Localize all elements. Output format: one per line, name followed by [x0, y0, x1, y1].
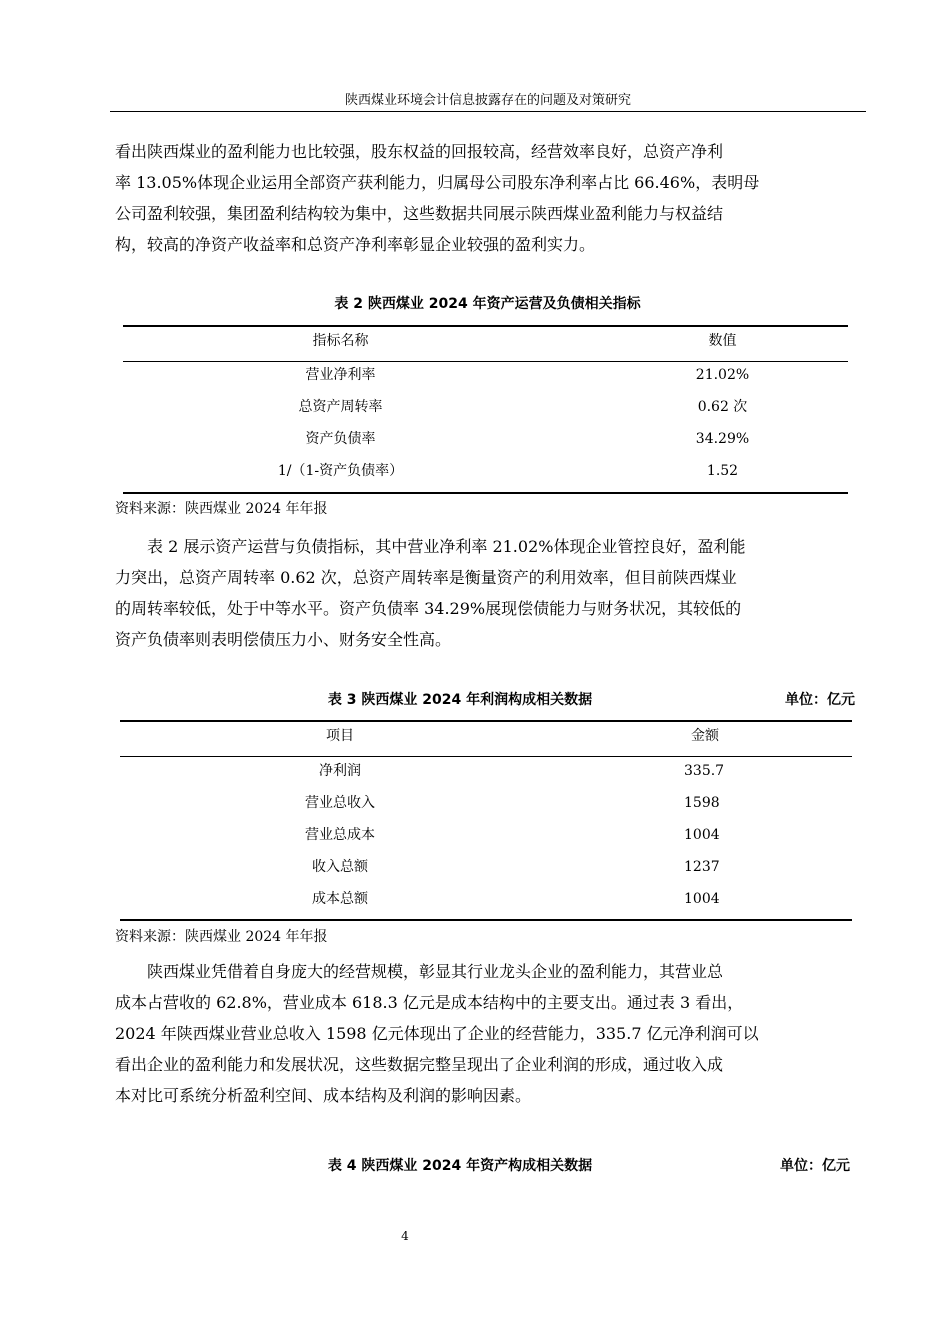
table3-source: 资料来源：陕西煤业 2024 年年报	[115, 929, 328, 945]
table2-bottom-rule	[123, 492, 848, 494]
table2-header-value: 数值	[708, 333, 737, 349]
table2-row-value: 34.29%	[695, 431, 750, 447]
table2-row-name: 总资产周转率	[298, 399, 383, 415]
table2-row-name: 1/（1-资产负债率）	[277, 463, 404, 479]
paragraph-line: 力突出，总资产周转率 0.62 次，总资产周转率是衡量资产的利用效率，但目前陕西煤业	[115, 568, 737, 587]
table2-source: 资料来源：陕西煤业 2024 年年报	[115, 501, 328, 517]
table3-row-item: 营业总收入	[305, 795, 375, 811]
table2-row-name: 资产负债率	[305, 431, 376, 447]
table3-row-amount: 1004	[684, 891, 720, 907]
table3-row-amount: 335.7	[684, 763, 725, 779]
table2-row-value: 21.02%	[695, 367, 750, 383]
table2-top-rule	[123, 325, 848, 327]
paragraph-line: 的周转率较低，处于中等水平。资产负债率 34.29%展现偿债能力与财务状况，其较低的	[115, 599, 742, 618]
paragraph-3	[115, 956, 860, 1111]
table2-caption: 表 2 陕西煤业 2024 年资产运营及负债相关指标	[334, 296, 641, 312]
table3-row-item: 成本总额	[312, 891, 368, 907]
table3-row-item: 营业总成本	[305, 827, 375, 843]
paragraph-2	[115, 531, 860, 655]
paragraph-line: 看出陕西煤业的盈利能力也比较强，股东权益的回报较高，经营效率良好，总资产净利	[115, 142, 724, 161]
table3-header-amount: 金额	[691, 728, 719, 744]
header-rule	[110, 111, 866, 112]
table2-header-rule	[123, 361, 848, 362]
paragraph-line: 2024 年陕西煤业营业总收入 1598 亿元体现出了企业的经营能力，335.7 亿元净利润可以	[115, 1024, 759, 1043]
table3-caption: 表 3 陕西煤业 2024 年利润构成相关数据	[327, 692, 593, 708]
table2-row-value: 0.62 次	[697, 399, 748, 415]
paragraph-line: 率 13.05%体现企业运用全部资产获利能力，归属母公司股东净利率占比 66.46%，表明母	[115, 173, 760, 192]
table3-row-amount: 1598	[684, 795, 720, 811]
table3-row-amount: 1237	[684, 859, 720, 875]
table3-row-amount: 1004	[684, 827, 720, 843]
paragraph-line: 构，较高的净资产收益率和总资产净利率彰显企业较强的盈利实力。	[115, 235, 596, 254]
table3-header-item: 项目	[326, 728, 354, 744]
table3-top-rule	[120, 720, 852, 722]
paragraph-line: 看出企业的盈利能力和发展状况，这些数据完整呈现出了企业利润的形成，通过收入成	[115, 1055, 724, 1074]
paragraph-line: 公司盈利较强，集团盈利结构较为集中，这些数据共同展示陕西煤业盈利能力与权益结	[115, 204, 724, 223]
table3-bottom-rule	[120, 919, 852, 921]
table4-unit: 单位：亿元	[780, 1158, 850, 1174]
paragraph-line: 成本占营收的 62.8%，营业成本 618.3 亿元是成本结构中的主要支出。通过表 3 看出，	[115, 993, 744, 1012]
table4-caption: 表 4 陕西煤业 2024 年资产构成相关数据	[327, 1158, 593, 1174]
page-number: 4	[401, 1229, 409, 1243]
table2-row-value: 1.52	[706, 463, 739, 479]
paragraph-line: 资产负债率则表明偿债压力小、财务安全性高。	[115, 630, 452, 649]
paragraph-line: 陕西煤业凭借着自身庞大的经营规模，彰显其行业龙头企业的盈利能力，其营业总	[147, 962, 724, 981]
paragraph-1	[115, 136, 860, 260]
paragraph-line: 表 2 展示资产运营与负债指标，其中营业净利率 21.02%体现企业管控良好，盈利能	[147, 537, 746, 556]
table2-row-name: 营业净利率	[305, 367, 376, 383]
table3-row-item: 收入总额	[312, 859, 368, 875]
table3-unit: 单位：亿元	[785, 692, 855, 708]
table3-row-item: 净利润	[319, 763, 361, 779]
paragraph-line: 本对比可系统分析盈利空间、成本结构及利润的影响因素。	[115, 1086, 532, 1105]
running-header: 陕西煤业环境会计信息披露存在的问题及对策研究	[344, 93, 631, 108]
table2-header-name: 指标名称	[312, 333, 369, 349]
table3-header-rule	[120, 756, 852, 757]
